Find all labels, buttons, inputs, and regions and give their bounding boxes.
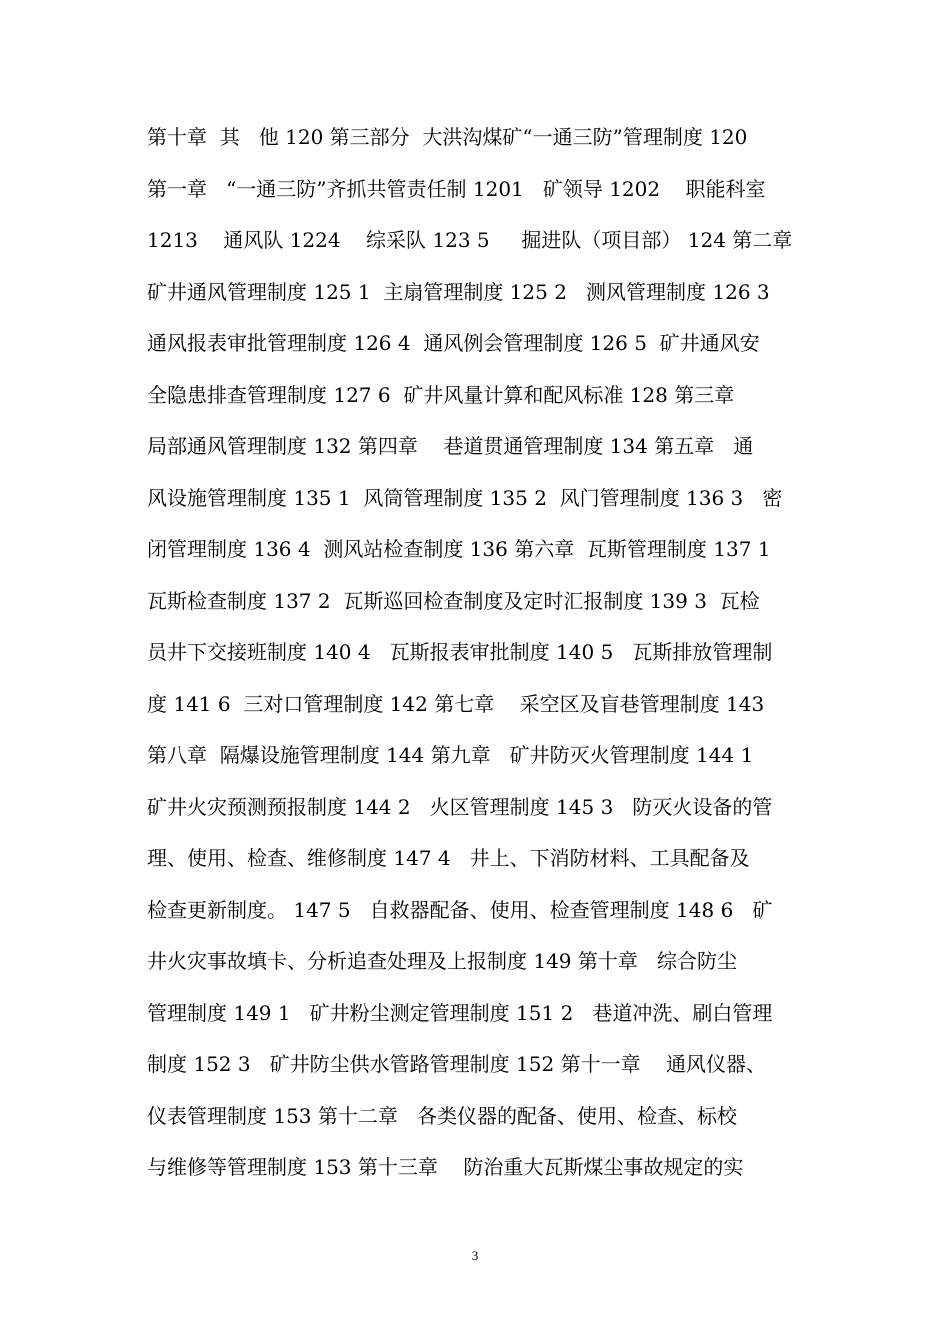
toc-text-body <box>147 112 817 1194</box>
text-line: 检查更新制度。 147 5 自救器配备、使用、检查管理制度 148 6 矿 <box>147 897 773 922</box>
text-line: 全隐患排查管理制度 127 6 矿井风量计算和配风标准 128 第三章 <box>147 382 735 407</box>
text-line: 瓦斯检查制度 137 2 瓦斯巡回检查制度及定时汇报制度 139 3 瓦检 <box>147 588 760 613</box>
text-line: 第一章 “一通三防”齐抓共管责任制 1201 矿领导 1202 职能科室 <box>147 176 766 201</box>
text-line: 第十章 其 他 120 第三部分 大洪沟煤矿“一通三防”管理制度 120 <box>147 125 748 149</box>
text-line: 制度 152 3 矿井防尘供水管路管理制度 152 第十一章 通风仪器、 <box>147 1052 767 1076</box>
text-line: 员井下交接班制度 140 4 瓦斯报表审批制度 140 5 瓦斯排放管理制 <box>147 640 773 664</box>
text-line: 局部通风管理制度 132 第四章 巷道贯通管理制度 134 第五章 通 <box>147 434 754 458</box>
text-line: 风设施管理制度 135 1 风筒管理制度 135 2 风门管理制度 136 3 密 <box>147 485 783 510</box>
text-line: 矿井通风管理制度 125 1 主扇管理制度 125 2 测风管理制度 126 3 <box>147 279 770 304</box>
text-line: 仪表管理制度 153 第十二章 各类仪器的配备、使用、检查、标校 <box>147 1103 737 1128</box>
text-line: 井火灾事故填卡、分析追查处理及上报制度 149 第十章 综合防尘 <box>147 949 737 973</box>
text-line: 闭管理制度 136 4 测风站检查制度 136 第六章 瓦斯管理制度 137 1 <box>147 537 771 561</box>
page-number: 3 <box>471 1248 479 1263</box>
text-line: 第八章 隔爆设施管理制度 144 第九章 矿井防灭火管理制度 144 1 <box>147 743 754 767</box>
text-line: 与维修等管理制度 153 第十三章 防治重大瓦斯煤尘事故规定的实 <box>147 1155 744 1179</box>
text-line: 通风报表审批管理制度 126 4 通风例会管理制度 126 5 矿井通风安 <box>147 331 760 355</box>
text-line: 管理制度 149 1 矿井粉尘测定管理制度 151 2 巷道冲洗、刷白管理 <box>147 1000 773 1025</box>
text-line: 1213 通风队 1224 综采队 123 5 掘进队（项目部） 124 第二章 <box>147 228 793 252</box>
text-line: 矿井火灾预测预报制度 144 2 火区管理制度 145 3 防灭火设备的管 <box>147 794 773 819</box>
text-line: 度 141 6 三对口管理制度 142 第七章 采空区及盲巷管理制度 143 <box>147 691 765 716</box>
text-line: 理、使用、检查、维修制度 147 4 井上、下消防材料、工具配备及 <box>147 846 750 870</box>
